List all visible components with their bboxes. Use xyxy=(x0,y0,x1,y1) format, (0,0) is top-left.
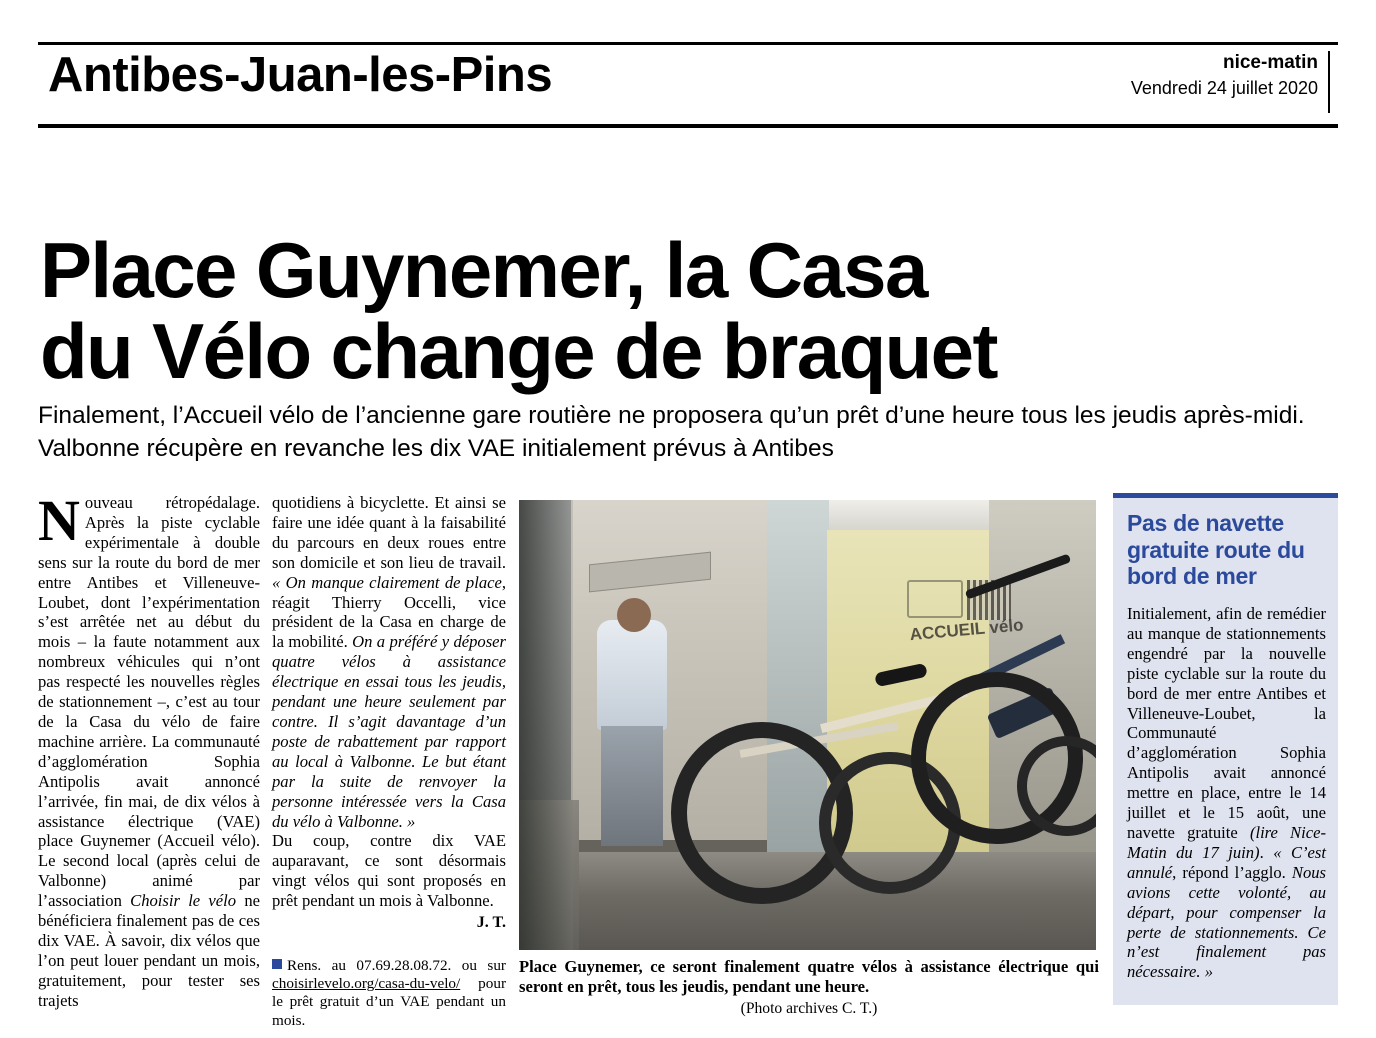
publication-name: nice-matin xyxy=(1222,52,1318,73)
sidebar-italic-2: « C’est annulé xyxy=(1127,842,1326,882)
col2-quote-2: On a préféré y déposer quatre vélos à assistance électrique en essai tous les jeudis, pendant une heure seulement par contre. Il s’agit davantage d’un poste de rabattement par rapport au local à Valbonne. Le but étant par la suite de renvoyer la personne intéressée vers la Casa du vélo à Valbonne. » xyxy=(272,632,506,831)
col1-paragraph-2: ne bénéficiera finalement pas de ces dix VAE. À savoir, dix vélos que l’on peut louer pendant un mois, gratuitement, pour tester ses trajets xyxy=(38,891,260,1010)
contact-text-pre: Rens. au 07.69.28.08.72. ou sur xyxy=(287,957,506,974)
headline-line-2: du Vélo change de braquet xyxy=(40,306,997,395)
col2-paragraph-2: Du coup, contre dix VAE auparavant, ce sont désormais vingt vélos qui sont proposés en prêt pendant un mois à Valbonne. xyxy=(272,831,506,911)
article-photo xyxy=(519,500,1096,950)
publication-date: Vendredi 24 juillet 2020 xyxy=(1130,77,1318,98)
sidebar-italic-1: (lire Nice-Matin du 17 juin) xyxy=(1127,822,1326,862)
bicycle-logo-icon xyxy=(907,580,963,618)
body-column-1 xyxy=(38,488,260,1011)
photo-credit: (Photo archives C. T.) xyxy=(740,1000,878,1017)
sidebar-body xyxy=(1113,590,1338,982)
sidebar-text-2: . xyxy=(1259,842,1274,862)
masthead-meta xyxy=(1100,51,1330,113)
accueil-velo-sign: ACCUEIL vélo xyxy=(908,615,1025,645)
bullet-square-icon xyxy=(272,959,282,969)
photo-person-head xyxy=(617,598,651,632)
byline: J. T. xyxy=(476,914,506,932)
col2-quote-1: « On manque clairement de place xyxy=(272,572,502,592)
photo-person-torso xyxy=(597,620,667,730)
article-standfirst: Finalement, l’Accueil vélo de l’ancienne gare routière ne proposera qu’un prêt d’une heure tous les jeudis après-midi. Valbonne récupère en revanche les dix VAE initialement prévus à Antibes xyxy=(38,402,1305,462)
sidebar-italic-3: Nous avions cette volonté, au départ, pour compenser la perte de stationnements. Ce n’est finalement pas nécessaire. » xyxy=(1127,862,1326,982)
contact-link[interactable]: choisirlevelo.org/casa-du-velo/ xyxy=(272,975,461,993)
headline-line-1: Place Guynemer, la Casa xyxy=(40,226,927,315)
contact-block xyxy=(272,957,506,1030)
col2-attribution: , réagit Thierry Occelli, vice président de la Casa en charge de la mobilité. xyxy=(272,572,506,652)
photo-caption: Place Guynemer, ce seront finalement quatre vélos à assistance électrique qui seront en prêt, tous les jeudis, pendant une heure. xyxy=(519,957,1099,996)
col1-paragraph-1: ouveau rétropédalage. Après la piste cyclable expérimentale à double sens sur la route du bord de mer entre Antibes et Villeneuve-Loubet, dont l’expérimentation s’est arrêtée net au début du mois – la faute notamment aux nombreux véhicules qui n’ont pas respecté les nouvelles règles de stationnement –, c’est au tour de la Casa du vélo de faire machine arrière. La communauté d’agglomération Sophia Antipolis avait annoncé l’arrivée, fin mai, de dix vélos à assistance électrique (VAE) place Guynemer (Accueil vélo). Le second local (après celui de Valbonne) animé par l’association xyxy=(38,493,260,911)
col1-italic-1: Choisir le vélo xyxy=(130,891,237,911)
sidebar-title: Pas de navette gratuite route du bord de mer xyxy=(1127,510,1305,590)
photo-person-legs xyxy=(601,726,663,846)
sidebar-box xyxy=(1113,493,1338,1005)
contact-text-post: pour le prêt gratuit d’un VAE pendant un mois. xyxy=(272,975,506,1029)
drop-cap: N xyxy=(38,488,80,553)
masthead xyxy=(38,42,1338,128)
photo-scene xyxy=(519,500,1096,950)
article-headline xyxy=(40,226,1330,395)
sidebar-text-3: , répond l’agglo. xyxy=(1172,862,1292,882)
sidebar-text-1: Initialement, afin de remédier au manque de stationnements engendré par la nouvelle piste cyclable sur la route du bord de mer entre Antibes et Villeneuve-Loubet, la Communauté d’agglomération Sophia Antipolis avait annoncé mettre en place, entre le 14 juillet et le 15 août, une navette gratuite xyxy=(1127,604,1326,842)
photo-foreground-blur xyxy=(519,500,573,950)
col2-paragraph-1: quotidiens à bicyclette. Et ainsi se faire une idée quant à la faisabilité du parcours en deux roues entre son domicile et son lieu de travail. xyxy=(272,493,506,572)
section-title: Antibes-Juan-les-Pins xyxy=(48,48,553,102)
body-column-2 xyxy=(272,493,506,932)
